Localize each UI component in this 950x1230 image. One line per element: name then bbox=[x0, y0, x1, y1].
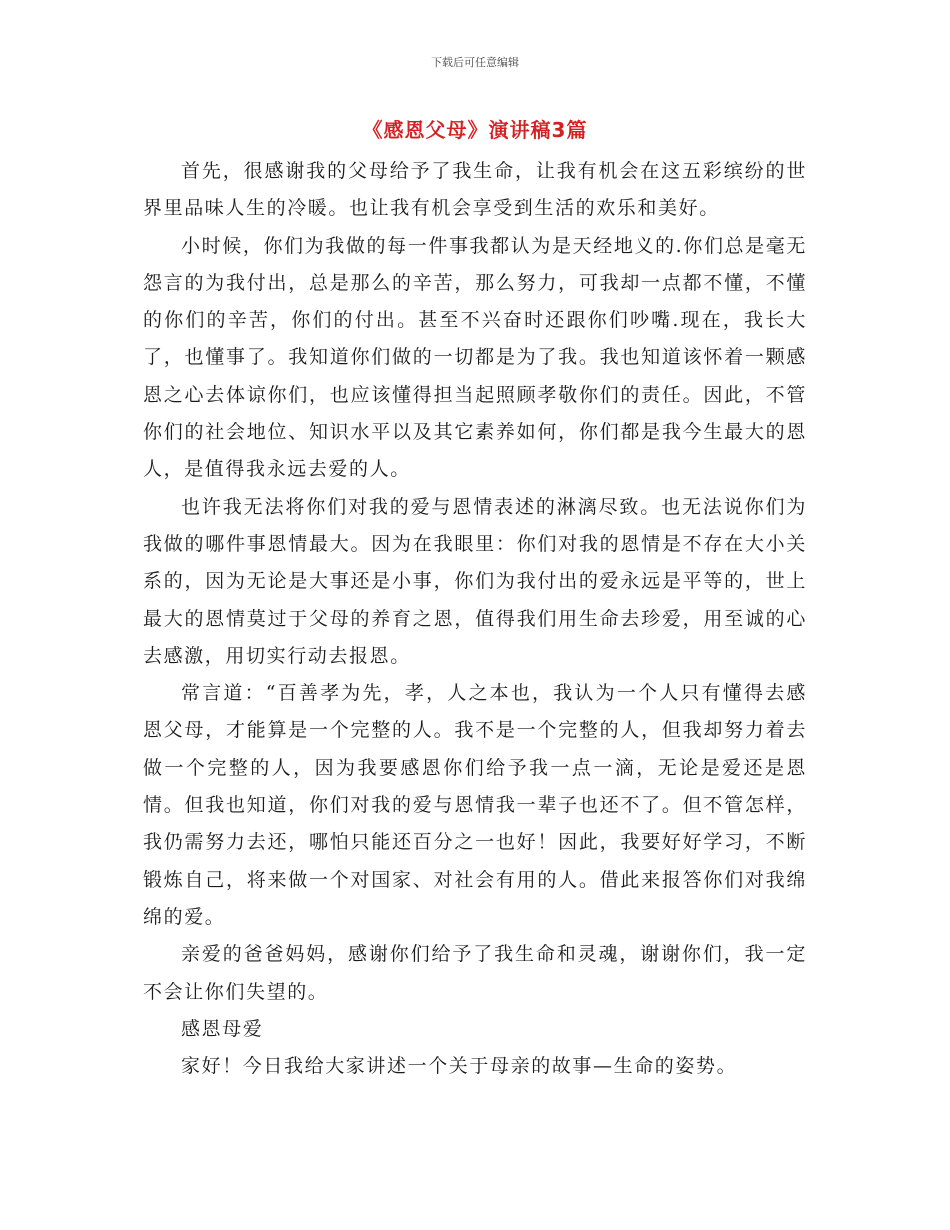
paragraph-2: 小时候，你们为我做的每一件事我都认为是天经地义的.你们总是毫无怨言的为我付出，总是那么的辛苦，那么努力，可我却一点都不懂，不懂的你们的辛苦，你们的付出。甚至不兴奋时还跟你们吵嘴.现在，我长大了，也懂事了。我知道你们做的一切都是为了我。我也知道该怀着一颗感恩之心去体谅你们，也应该懂得担当起照顾孝敬你们的责任。因此，不管你们的社会地位、知识水平以及其它素养如何，你们都是我今生最大的恩人，是值得我永远去爱的人。 bbox=[143, 234, 807, 481]
document-title: 《感恩父母》演讲稿3篇 bbox=[362, 118, 588, 142]
paragraph-4: 常言道：“百善孝为先，孝，人之本也，我认为一个人只有懂得去感恩父母，才能算是一个完整的人。我不是一个完整的人，但我却努力着去做一个完整的人，因为我要感恩你们给予我一点一滴，无论是爱还是恩情。但我也知道，你们对我的爱与恩情我一辈子也还不了。但不管怎样，我仍需努力去还，哪怕只能还百分之一也好！因此，我要好好学习，不断锻炼自己，将来做一个对国家、对社会有用的人。借此来报答你们对我绵绵的爱。 bbox=[143, 682, 807, 928]
page-header-note: 下载后可任意编辑 bbox=[431, 56, 519, 69]
paragraph-1: 首先，很感谢我的父母给予了我生命，让我有机会在这五彩缤纷的世界里品味人生的冷暖。也让我有机会享受到生活的欢乐和美好。 bbox=[143, 160, 807, 220]
paragraph-5: 亲爱的爸爸妈妈，感谢你们给予了我生命和灵魂，谢谢你们，我一定不会让你们失望的。 bbox=[143, 943, 807, 1003]
section-heading: 感恩母爱 bbox=[181, 1017, 264, 1040]
paragraph-3: 也许我无法将你们对我的爱与恩情表述的淋漓尽致。也无法说你们为我做的哪件事恩情最大。因为在我眼里：你们对我的恩情是不存在大小关系的，因为无论是大事还是小事，你们为我付出的爱永远是平等的，世上最大的恩情莫过于父母的养育之恩，值得我们用生命去珍爱，用至诚的心去感激，用切实行动去报恩。 bbox=[143, 495, 807, 667]
paragraph-6: 家好！今日我给大家讲述一个关于母亲的故事—生命的姿势。 bbox=[181, 1055, 738, 1078]
document-body bbox=[143, 153, 807, 1085]
